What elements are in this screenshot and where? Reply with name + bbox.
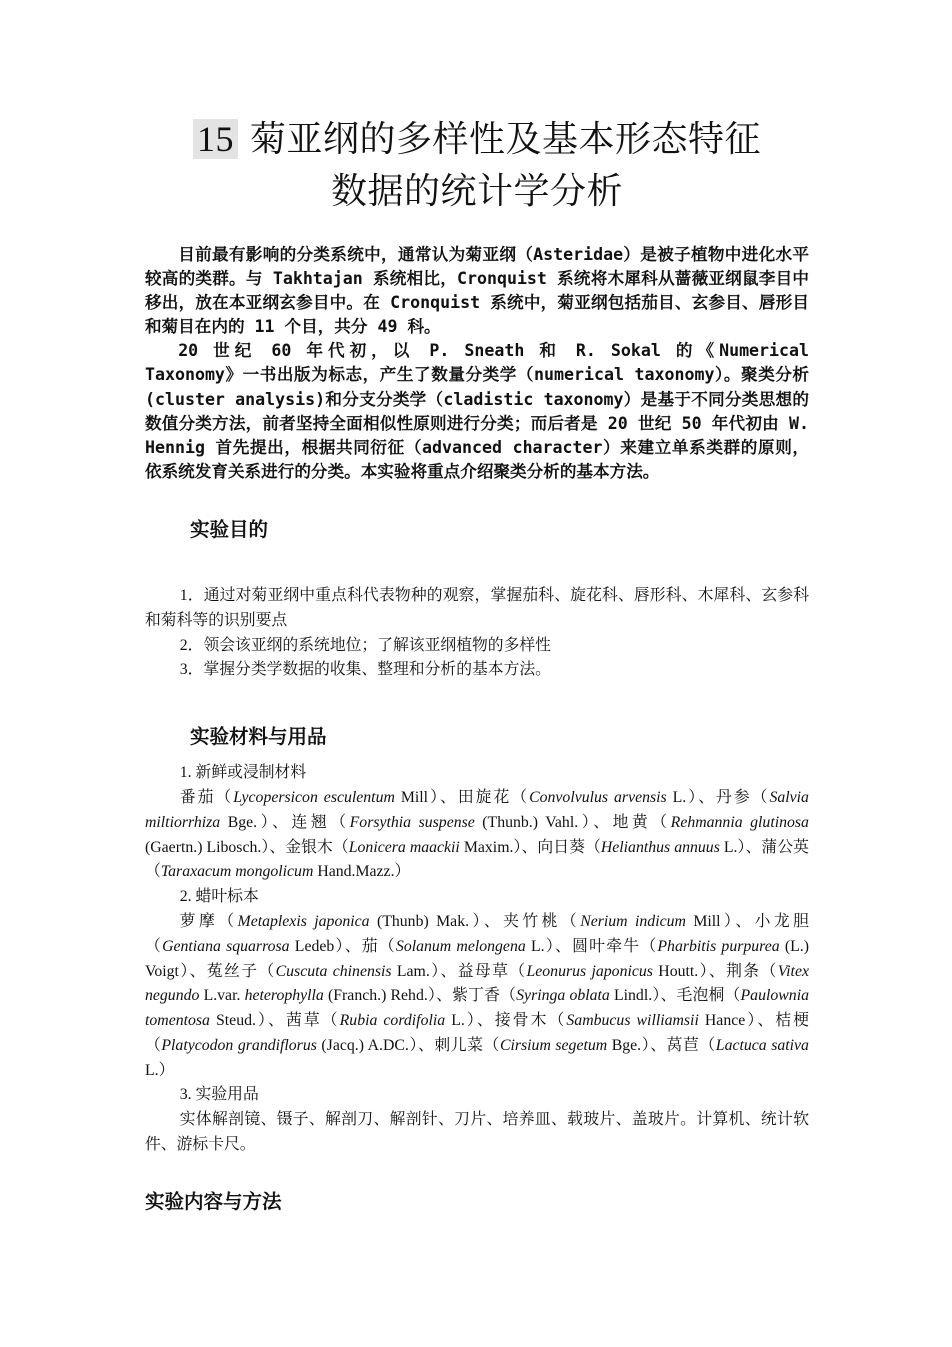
species-entry: 连翘（Forsythia suspense (Thunb.) Vahl.）、 bbox=[291, 813, 613, 831]
species-latin-name: Lycopersicon esculentum bbox=[233, 788, 395, 806]
species-common-name: 萝摩（ bbox=[179, 912, 238, 930]
purpose-list bbox=[145, 584, 809, 683]
species-authority: Ledeb bbox=[289, 937, 335, 955]
species-latin-name: Cirsium segetum bbox=[499, 1036, 608, 1054]
species-entry: 茄（Solanum melongena L.）、 bbox=[361, 937, 573, 955]
species-authority: Mill bbox=[394, 788, 429, 806]
species-latin-name: Lactuca sativa bbox=[715, 1036, 809, 1054]
species-latin-name: Metaplexis japonica bbox=[237, 912, 370, 930]
species-common-name: 菟丝子（ bbox=[206, 962, 276, 980]
species-entry: 夹竹桃（Nerium indicum Mill）、 bbox=[503, 912, 755, 930]
intro-section bbox=[145, 243, 809, 484]
species-authority: Houtt. bbox=[652, 962, 699, 980]
species-common-name: 圆叶牵牛（ bbox=[572, 937, 658, 955]
species-common-name: 金银木（ bbox=[285, 838, 349, 856]
species-common-name: 刺儿菜（ bbox=[434, 1036, 500, 1054]
species-latin-name: Rubia cordifolia bbox=[339, 1012, 446, 1030]
species-entry: 田旋花（Convolvulus arvensis L.）、 bbox=[457, 788, 717, 806]
species-authority: L. bbox=[719, 838, 738, 856]
species-entry: 菟丝子（Cuscuta chinensis Lam.）、 bbox=[206, 962, 458, 980]
species-common-name: 接骨木（ bbox=[494, 1012, 567, 1030]
species-latin-name: Taraxacum mongolicum bbox=[160, 863, 314, 881]
purpose-heading: 实验目的 bbox=[190, 517, 269, 541]
species-authority: L. bbox=[145, 1061, 159, 1079]
methods-heading: 实验内容与方法 bbox=[145, 1189, 282, 1213]
species-latin-name: Vitex negundo bbox=[145, 962, 809, 1005]
species-authority: Maxim. bbox=[459, 838, 514, 856]
species-latin-name: Salvia miltiorrhiza bbox=[145, 788, 809, 831]
species-latin-name: Rehmannia glutinosa bbox=[670, 813, 809, 831]
species-latin-name: Sambucus williamsii bbox=[566, 1012, 699, 1030]
species-authority: (Gaertn.) Libosch. bbox=[145, 838, 262, 856]
chapter-number: 15 bbox=[193, 119, 238, 159]
title-line-2: 数据的统计学分析 bbox=[330, 171, 623, 212]
species-common-name: 紫丁香（ bbox=[452, 987, 517, 1005]
species-latin-name: Convolvulus arvensis bbox=[529, 788, 667, 806]
species-authority: L.var. bbox=[199, 987, 241, 1005]
species-latin-name: Cuscuta chinensis bbox=[275, 962, 392, 980]
materials-sub-2: 2. 蜡叶标本 bbox=[179, 888, 259, 906]
species-entry: 荆条（Vitex negundo L.var. heterophylla (Franch.) Rehd.）、 bbox=[145, 962, 809, 1005]
species-entry: 金银木（Lonicera maackii Maxim.）、 bbox=[285, 838, 538, 856]
species-latin-name: Paulownia tomentosa bbox=[145, 987, 809, 1030]
species-entry: 茜草（Rubia cordifolia L.）、 bbox=[285, 1012, 495, 1030]
species-authority: (Franch.) Rehd. bbox=[323, 987, 428, 1005]
species-latin-name: Leonurus japonicus bbox=[526, 962, 653, 980]
species-entry: 刺儿菜（Cirsium segetum Bge.）、 bbox=[434, 1036, 667, 1054]
species-entry: 圆叶牵牛（Pharbitis purpurea (L.) Voigt）、 bbox=[145, 937, 809, 980]
fresh-specimen-list bbox=[145, 786, 809, 885]
species-entry: 紫丁香（Syringa oblata Lindl.）、 bbox=[452, 987, 677, 1005]
species-latin-name: Nerium indicum bbox=[580, 912, 686, 930]
materials-sub-1: 1. 新鲜或浸制材料 bbox=[179, 764, 307, 782]
species-common-name: 田旋花（ bbox=[457, 788, 530, 806]
species-authority: Mill bbox=[685, 912, 721, 930]
species-entry: 毛泡桐（Paulownia tomentosa Steud.）、 bbox=[145, 987, 809, 1030]
species-common-name: 益母草（ bbox=[457, 962, 527, 980]
tools-list: 实体解剖镜、镊子、解剖刀、解剖针、刀片、培养皿、载玻片、盖玻片。计算机、统计软件、游标卡尺。 bbox=[145, 1111, 809, 1154]
species-authority: (Thunb) Mak. bbox=[369, 912, 470, 930]
species-entry: 番茄（Lycopersicon esculentum Mill）、 bbox=[179, 788, 458, 806]
species-common-name: 荆条（ bbox=[726, 962, 778, 980]
species-entry: 向日葵（Helianthus annuus L.）、 bbox=[537, 838, 762, 856]
species-entry: 小龙胆（Gentiana squarrosa Ledeb）、 bbox=[145, 912, 809, 955]
species-latin-name: Helianthus annuus bbox=[600, 838, 720, 856]
species-common-name: 番茄（ bbox=[179, 788, 234, 806]
species-latin-name: Solanum melongena bbox=[395, 937, 526, 955]
species-authority: (Jacq.) A.DC. bbox=[316, 1036, 409, 1054]
purpose-item-3: 3．掌握分类学数据的收集、整理和分析的基本方法。 bbox=[179, 661, 551, 679]
species-authority: L. bbox=[666, 788, 687, 806]
species-common-name: 夹竹桃（ bbox=[503, 912, 581, 930]
species-latin-name: Platycodon grandiflorus bbox=[161, 1036, 317, 1054]
species-latin-name: Gentiana squarrosa bbox=[162, 937, 290, 955]
species-authority: Hand.Mazz. bbox=[313, 863, 395, 881]
intro-paragraph-2: 20 世纪 60 年代初，以 P. Sneath 和 R. Sokal 的《Numerical Taxonomy》一书出版为标志，产生了数量分类学（numerical taxonomy）。聚类分析(cluster analysis)和分支分类学（cladistic taxonomy）是基于不同分类思想的数值分类方法，前者坚持全面相似性原则进行分类；而后者是 20 世纪 50 年代初由 W. Hennig 首先提出，根据共同衍征（advanced character）来建立单系类群的原则，依系统发育关系进行的分类。本实验将重点介绍聚类分析的基本方法。 bbox=[145, 341, 809, 481]
species-entry: 莴苣（Lactuca sativa L.） bbox=[145, 1036, 809, 1079]
species-authority: (L.) Voigt bbox=[145, 937, 809, 980]
species-latin-name: heterophylla bbox=[240, 987, 324, 1005]
species-common-name: 茄（ bbox=[361, 937, 396, 955]
species-common-name: 茜草（ bbox=[285, 1012, 340, 1030]
species-common-name: 地黄（ bbox=[612, 813, 671, 831]
herbarium-specimen-list bbox=[145, 910, 809, 1084]
species-authority: Bge. bbox=[607, 1036, 642, 1054]
species-common-name: 蒲公英（ bbox=[145, 838, 809, 881]
species-authority: L. bbox=[445, 1012, 465, 1030]
species-common-name: 毛泡桐（ bbox=[676, 987, 741, 1005]
species-authority: Lam. bbox=[391, 962, 430, 980]
species-latin-name: Syringa oblata bbox=[516, 987, 610, 1005]
species-entry: 桔梗（Platycodon grandiflorus (Jacq.) A.DC.）、 bbox=[145, 1012, 809, 1054]
species-authority: L. bbox=[525, 937, 545, 955]
species-authority: Lindl. bbox=[609, 987, 653, 1005]
species-common-name: 桔梗（ bbox=[145, 1012, 809, 1054]
species-entry: 地黄（Rehmannia glutinosa (Gaertn.) Libosch.）、 bbox=[145, 813, 809, 856]
species-common-name: 莴苣（ bbox=[666, 1036, 716, 1054]
species-common-name: 丹参（ bbox=[716, 788, 770, 806]
materials-heading: 实验材料与用品 bbox=[190, 725, 327, 749]
title-line-1 bbox=[145, 113, 809, 166]
species-latin-name: Pharbitis purpurea bbox=[657, 937, 780, 955]
page-title bbox=[145, 113, 809, 218]
species-common-name: 向日葵（ bbox=[537, 838, 601, 856]
materials-section bbox=[145, 761, 809, 1158]
species-entry: 萝摩（Metaplexis japonica (Thunb) Mak.）、 bbox=[179, 912, 504, 930]
species-authority: Bge. bbox=[220, 813, 258, 831]
species-authority: Hance bbox=[698, 1012, 746, 1030]
species-common-name: 连翘（ bbox=[291, 813, 350, 831]
species-entry: 益母草（Leonurus japonicus Houtt.）、 bbox=[457, 962, 727, 980]
document-page bbox=[145, 0, 809, 1216]
species-entry: 蒲公英（Taraxacum mongolicum Hand.Mazz.） bbox=[145, 838, 809, 881]
species-entry: 丹参（Salvia miltiorrhiza Bge.）、 bbox=[145, 788, 809, 831]
species-common-name: 小龙胆（ bbox=[145, 912, 809, 955]
species-authority: Steud. bbox=[209, 1012, 256, 1030]
purpose-item-2: 2．领会该亚纲的系统地位；了解该亚纲植物的多样性 bbox=[179, 636, 551, 654]
species-entry: 接骨木（Sambucus williamsii Hance）、 bbox=[494, 1012, 776, 1030]
title-text-1: 菊亚纲的多样性及基本形态特征 bbox=[249, 119, 761, 160]
intro-paragraph-1: 目前最有影响的分类系统中，通常认为菊亚纲（Asteridae）是被子植物中进化水平较高的类群。与 Takhtajan 系统相比，Cronquist 系统将木犀科从蔷薇亚纲鼠李目中移出，放在本亚纲玄参目中。在 Cronquist 系统中，菊亚纲包括茄目、玄参目、唇形目和菊目在内的 11 个目，共分 49 科。 bbox=[145, 245, 809, 337]
species-authority: (Thunb.) Vahl. bbox=[474, 813, 579, 831]
purpose-item-1: 1．通过对菊亚纲中重点科代表物种的观察，掌握茄科、旋花科、唇形科、木犀科、玄参科和菊科等的识别要点 bbox=[145, 586, 809, 629]
species-latin-name: Forsythia suspense bbox=[349, 813, 475, 831]
species-latin-name: Lonicera maackii bbox=[348, 838, 460, 856]
materials-sub-3: 3. 实验用品 bbox=[179, 1086, 259, 1104]
